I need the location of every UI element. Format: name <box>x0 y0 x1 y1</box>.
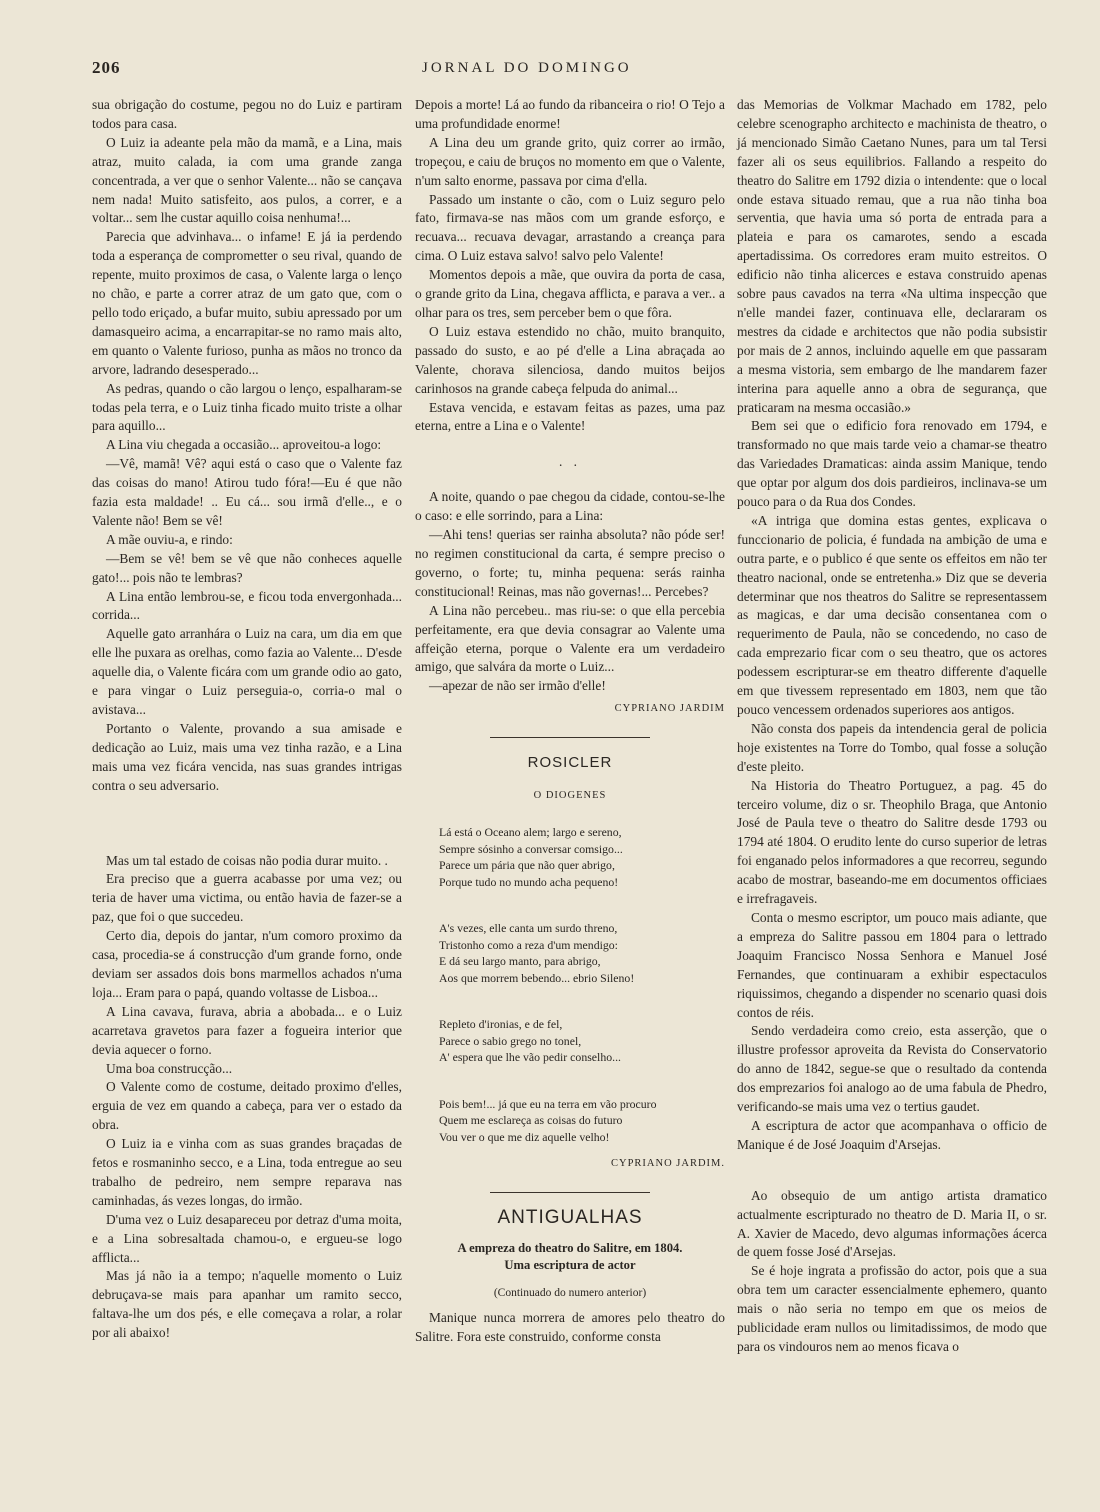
paragraph: Mas um tal estado de coisas não podia durar muito. . <box>106 852 388 868</box>
paragraph: Manique nunca morrera de amores pelo theatro do Salitre. Fora este construido, conforme consta <box>415 1309 725 1344</box>
paragraph: A Lina não percebeu.. mas riu-se: o que ella percebia perfeitamente, era que devia consagrar ao Valente uma affeição eterna, porque o Valente era um verdadeiro amigo, que salvára da morte o Luiz... <box>415 602 725 675</box>
paragraph: das Memorias de Volkmar Machado em 1782, pelo celebre scenographo architecto e machinista de theatro, o já mencionado Simão Caetano Nunes, para um tal Tersi fazer ali os seus equilibrios. Fallando a respeito do theatro do Salitre em 1792 dizia o intendente: que o local onde estava situado remau, que a rua não tinha boa serventia, que havia uma só porta de entrada para a plateia e para os camarotes, sendo a escada apertadissima. Os corredores eram muito estreitos. O edificio não tinha alicerces e estava construido apenas sobre paus cavados na terra «Na ultima inspecção que n'elle mandei fazer, continuava elle, declararam os mestres da cidade e architectos que não podia subsistir por mais de 2 annos, incluindo aquelle em que passaram a mesma vistoria, sem embargo de lhe mandarem fazer interina para aquelle anno a obra de segurança, que praticaram na mesma occasião.» <box>737 97 1047 415</box>
poem-line: A's vezes, elle canta um surdo threno, <box>439 921 618 935</box>
poem-line: Pois bem!... já que eu na terra em vão procuro <box>439 1096 657 1111</box>
section-gap <box>737 1155 1047 1187</box>
poem-line: Vou ver o que me diz aquelle velho! <box>439 1129 610 1144</box>
column-3 <box>737 96 1047 1357</box>
paragraph: Sendo verdadeira como creio, esta asserção, que o illustre professor aproveita da Revista do Conservatorio do anno de 1842, segue-se que o resultado da contenda dos emprezarios foi analogo ao de uma fabula de Phedro, verificando-se mais uma vez o tertius gaudet. <box>737 1023 1047 1115</box>
poem-line: Tristonho como a reza d'um mendigo: <box>439 937 618 952</box>
poem-line: Porque tudo no mundo acha pequeno! <box>439 874 619 889</box>
page-number: 206 <box>92 58 121 77</box>
continued-note: (Continuado do numero anterior) <box>493 1286 647 1299</box>
paragraph: O Luiz ia e vinha com as suas grandes braçadas de fetos e rosmaninho secco, e a Lina, toda entregue ao seu trabalho de pedreiro, nem sempre reparava nas caminhadas, ás vezes longas, do irmão. <box>92 1136 402 1208</box>
paragraph: A escriptura de actor que acompanhava o officio de Manique é de José Joaquim d'Arsejas. <box>737 1117 1047 1152</box>
poem-line: Lá está o Oceano alem; largo e sereno, <box>439 825 622 839</box>
paragraph: D'uma vez o Luiz desapareceu por detraz d'uma moita, e a Lina sobresaltada chamou-o, e ergueu-se logo afflicta... <box>92 1211 402 1265</box>
article-subtitle <box>415 1240 725 1274</box>
paragraph: Estava vencida, e estavam feitas as pazes, uma paz eterna, entre a Lina e o Valente! <box>415 399 725 434</box>
paragraph: —Bem se vê! bem se vê que não conheces aquelle gato!... pois não te lembras? <box>92 550 402 585</box>
paragraph: Aquelle gato arranhára o Luiz na cara, um dia em que elle lhe puxara as orelhas, como fazia ao Valente... D'esde aquelle dia, o Valente ficára com um grande odio ao gato, e para vingar o Luiz perseguia-o, corria-o mal o avistava... <box>92 626 402 717</box>
poem-line: Parece o sabio grego no tonel, <box>439 1033 582 1048</box>
paragraph: A mãe ouviu-a, e rindo: <box>106 531 233 547</box>
paragraph: A Lina cavava, furava, abria a abobada... e o Luiz acarretava gravetos para fazer a fogueira interior que devia aquecer o forno. <box>92 1003 402 1057</box>
paragraph: —Ahi tens! querias ser rainha absoluta? não póde ser! no regimen constitucional da carta, é sempre preciso o governo, o forte; tu, minha pequena: serás rainha constitucional! Reinas, mas não governas!... Percebes? <box>415 527 725 599</box>
paragraph: «A intriga que domina estas gentes, explicava o funccionario de policia, é fundada na ambição de uma e outra parte, e o publico é que sente os effeitos em não ter theatro nacional, onde se entretenha.» Diz que se deveria determinar que nos theatros do Salitre se representassem as magicas, e dar uma decisão consentanea com o requerimento de Paula, não se concedendo, no caso de cada emprezario ficar com o seu theatro, que os actores podessem escripturar-se em theatro differente d'aquelle em que tivessem representado em 1803, nem que tão pouco vencessem ordenados superiores aos antigos. <box>737 512 1047 717</box>
poem-stanza <box>439 920 725 986</box>
paragraph: O Valente como de costume, deitado proximo d'elles, erguia de vez em quando a cabeça, para ver o estado da obra. <box>92 1079 402 1133</box>
poem-line: Quem me esclareça as coisas do futuro <box>439 1113 623 1127</box>
article-subtitle-line: A empreza do theatro do Salitre, em 1804. <box>457 1240 683 1255</box>
paragraph: sua obrigação do costume, pegou no do Luiz e partiram todos para casa. <box>92 97 402 131</box>
column-1 <box>92 96 402 1343</box>
paragraph: Depois a morte! Lá ao fundo da ribanceira o rio! O Tejo a uma profundidade enorme! <box>415 97 725 131</box>
paragraph: Momentos depois a mãe, que ouvira da porta de casa, o grande grito da Lina, chegava afflicta, e parava a ver.. a olhar para os tres, sem perceber bem o que fôra. <box>415 267 725 320</box>
paragraph: A Lina deu um grande grito, quiz correr ao irmão, tropeçou, e caiu de bruços no momento em que o Valente, n'um salto enorme, passava por cima d'ella. <box>415 134 725 188</box>
divider-rule <box>490 1192 650 1193</box>
paragraph: Passado um instante o cão, com o Luiz seguro pelo fato, firmava-se nas mãos com um grande esforço, e recuava... recuava devagar, arrastando a creança para cima. O Luiz estava salvo! salvo pelo Valente! <box>415 191 725 264</box>
poem-subtitle: O DIOGENES <box>533 790 607 802</box>
author-signature: CYPRIANO JARDIM. <box>610 1158 725 1169</box>
paragraph: Conta o mesmo escriptor, um pouco mais adiante, que a empreza do Salitre passou em 1804 para o lettrado Joaquim Francisco Nossa Senhora e Manuel José Fernandes, que continuaram a exhibir espectaculos riquissimos, chegando a dispender no scenario quasi dois contos de réis. <box>737 909 1047 1020</box>
paragraph: As pedras, quando o cão largou o lenço, espalharam-se todas pela terra, e o Luiz tinha ficado muito triste a olhar para aquillo... <box>92 380 402 434</box>
page-header <box>92 58 1047 82</box>
paragraph: Na Historia do Theatro Portuguez, a pag. 45 do terceiro volume, diz o sr. Theophilo Braga, que Antonio José de Paula teve o theatro do Salitre desde 1793 ou 1794 até 1804. O erudito lente do curso superior de letras foi enganado pelos informadores a que recorreu, segundo acabo de mostrar, baseando-me em documentos officiaes e irrefragaveis. <box>737 777 1047 907</box>
poem-stanza <box>439 1096 725 1146</box>
column-2 <box>415 96 725 1347</box>
paragraph: A noite, quando o pae chegou da cidade, contou-se-lhe o caso: e elle sorrindo, para a Lina: <box>415 489 725 524</box>
paragraph: Não consta dos papeis da intendencia geral de policia hoje existentes na Torre do Tombo, qual fosse a solução d'este pleito. <box>737 720 1047 774</box>
article-title: ANTIGUALHAS <box>497 1206 643 1228</box>
paragraph: Se é hoje ingrata a profissão do actor, pois que a sua obra tem um caracter essencialmente ephemero, quanto mais o não seria no tempo em que os meios de publicidade eram nullos ou limitadissimos, de modo que para os vindouros nem ao menos ficava o <box>737 1263 1047 1354</box>
paragraph: —Vê, mamã! Vê? aqui está o caso que o Valente faz das coisas do mano! Atirou tudo fóra!—Eu é que não fazia esta maldade! .. Eu cá... sou irmã d'elle.., e o Valente não! Bem se vê! <box>92 456 402 528</box>
journal-title: JORNAL DO DOMINGO <box>422 60 632 76</box>
poem-line: Repleto d'ironias, e de fel, <box>439 1017 563 1031</box>
paragraph: Uma boa construcção... <box>106 1060 233 1076</box>
section-separator: . . <box>558 454 582 470</box>
paragraph: Mas já não ia a tempo; n'aquelle momento o Luiz debruçava-se mais para apanhar um ramito secco, faltava-lhe um dos pés, e elle começava a rolar, a rolar por ali abaixo! <box>92 1268 402 1341</box>
article-subtitle-line: Uma escriptura de actor <box>504 1257 636 1272</box>
poem-line: Aos que morrem bebendo... ebrio Sileno! <box>439 970 635 985</box>
poem-stanza <box>439 1016 725 1066</box>
poem-line: Parece um pária que não quer abrigo, <box>439 858 615 872</box>
paragraph: A Lina viu chegada a occasião... aproveitou-a logo: <box>106 437 382 453</box>
poem-stanza <box>439 824 725 890</box>
paragraph: Era preciso que a guerra acabasse por uma vez; ou teria de haver uma victima, ou então havia de fazer-se a paz, que foi o que succedeu. <box>92 871 402 925</box>
poem-line: E dá seu largo manto, para abrigo, <box>439 954 601 968</box>
paragraph: O Luiz estava estendido no chão, muito branquito, passado do susto, e ao pé d'elle a Lina abraçada ao Valente, chorava silenciosa, dando muitos beijos carinhosos na grande cabeça felpuda do animal... <box>415 323 725 396</box>
paragraph: A Lina então lembrou-se, e ficou toda envergonhada... corrida... <box>92 588 402 623</box>
poem-title: ROSICLER <box>527 754 613 772</box>
paragraph: Bem sei que o edificio fora renovado em 1794, e transformado no que mais tarde veio a chamar-se theatro das Variedades Dramaticas: ainda assim Manique, tendo que optar por algum dos dois pardieiros, inclinava-se um pouco para o da Rua dos Condes. <box>737 418 1047 510</box>
paragraph: Ao obsequio de um antigo artista dramatico actualmente escripturado no theatro de D. Maria II, o sr. A. Xavier de Macedo, devo algumas informações ácerca de quem fosse José d'Arsejas. <box>737 1187 1047 1260</box>
paragraph: O Luiz ia adeante pela mão da mamã, e a Lina, mais atraz, muito calada, ia com uma grande zanga concentrada, a ver que o senhor Valente... não se cançava nem nada! Muito satisfeito, aos pulos, a correr, e a voltar... sem lhe custar aquillo coisa nenhuma!... <box>92 134 402 226</box>
poem-line: Sempre sósinho a conversar comsigo... <box>439 841 623 856</box>
section-gap <box>92 796 402 852</box>
divider-rule <box>490 737 650 738</box>
paragraph: Parecia que advinhava... o infame! E já ia perdendo toda a esperança de comprometter o seu rival, quando de repente, muito proximos de casa, o Valente larga o lenço no chão, e parte a correr atraz de um gato que, com o pello todo eriçado, a bufar muito, subiu apressado por um damasqueiro acima, a encarrapitar-se no ramo mais alto, em quanto o Valente furioso, punha as mãos no tronco da arvore, ladrando desesperado... <box>92 229 402 377</box>
author-signature: CYPRIANO JARDIM <box>614 703 725 715</box>
paragraph: Portanto o Valente, provando a sua amisade e dedicação ao Luiz, mais uma vez tinha razão, e a Lina mais uma vez ficára vencida, nas suas grandes intrigas contra o seu adversario. <box>92 720 402 793</box>
paragraph: Certo dia, depois do jantar, n'um comoro proximo da casa, procedia-se á construcção d'um grande forno, onde deviam ser assados dois bons marmellos achados n'uma loja... Eram para o papá, quando voltasse de Lisboa... <box>92 928 402 1000</box>
paragraph: —apezar de não ser irmão d'elle! <box>429 678 606 694</box>
poem-line: A' espera que lhe vão pedir conselho... <box>439 1050 621 1064</box>
